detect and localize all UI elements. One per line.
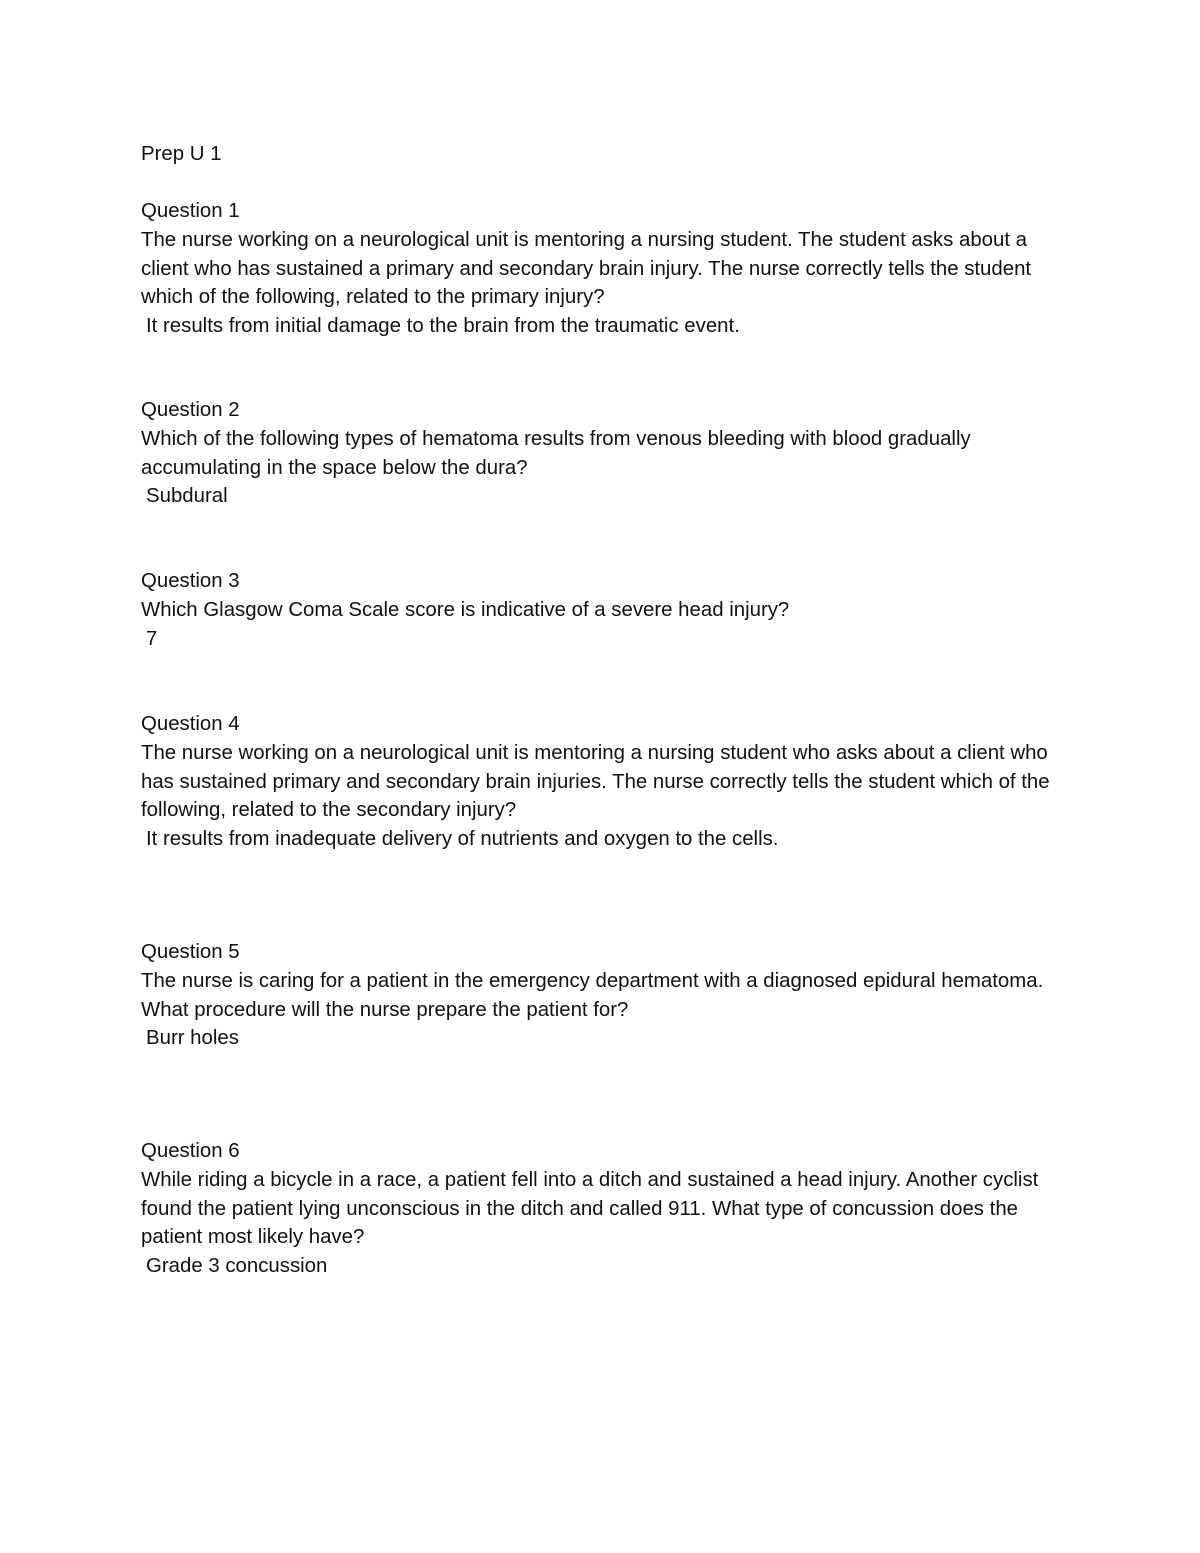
question-label: Question 3: [141, 570, 240, 592]
question-answer: Burr holes: [146, 1027, 239, 1050]
question-answer: 7: [146, 627, 158, 650]
question-answer: Subdural: [146, 485, 228, 508]
question-label: Question 6: [141, 1140, 240, 1162]
question-label: Question 4: [141, 713, 240, 735]
question-label: Question 5: [141, 941, 240, 963]
question-block-5: [141, 938, 1071, 1053]
question-text: The nurse working on a neurological unit is mentoring a nursing student. The student asks about a client who has sustained a primary and secondary brain injury. The nurse correctly tells the student which of the following, related to the primary injury?: [141, 228, 1032, 309]
document-title: Prep U 1: [141, 143, 222, 165]
question-answer: Grade 3 concussion: [146, 1255, 328, 1278]
question-text: While riding a bicycle in a race, a patient fell into a ditch and sustained a head injury. Another cyclist found the patient lying unconscious in the ditch and called 911. What type of concussion does the patient most likely have?: [141, 1168, 1039, 1249]
question-block-1: [141, 197, 1071, 341]
question-text: Which of the following types of hematoma results from venous bleeding with blood gradually accumulating in the space below the dura?: [141, 427, 971, 479]
question-answer: It results from inadequate delivery of nutrients and oxygen to the cells.: [146, 828, 779, 851]
question-block-2: [141, 396, 1071, 511]
question-text: The nurse is caring for a patient in the emergency department with a diagnosed epidural hematoma. What procedure will the nurse prepare the patient for?: [141, 969, 1044, 1021]
question-block-3: [141, 567, 1071, 653]
question-block-4: [141, 710, 1071, 854]
question-text: Which Glasgow Coma Scale score is indicative of a severe head injury?: [141, 598, 790, 621]
question-label: Question 2: [141, 399, 240, 421]
question-answer: It results from initial damage to the brain from the traumatic event.: [146, 315, 740, 338]
question-label: Question 1: [141, 200, 240, 222]
question-block-6: [141, 1137, 1071, 1281]
question-text: The nurse working on a neurological unit is mentoring a nursing student who asks about a client who has sustained primary and secondary brain injuries. The nurse correctly tells the student which of the following, related to the secondary injury?: [141, 741, 1050, 822]
